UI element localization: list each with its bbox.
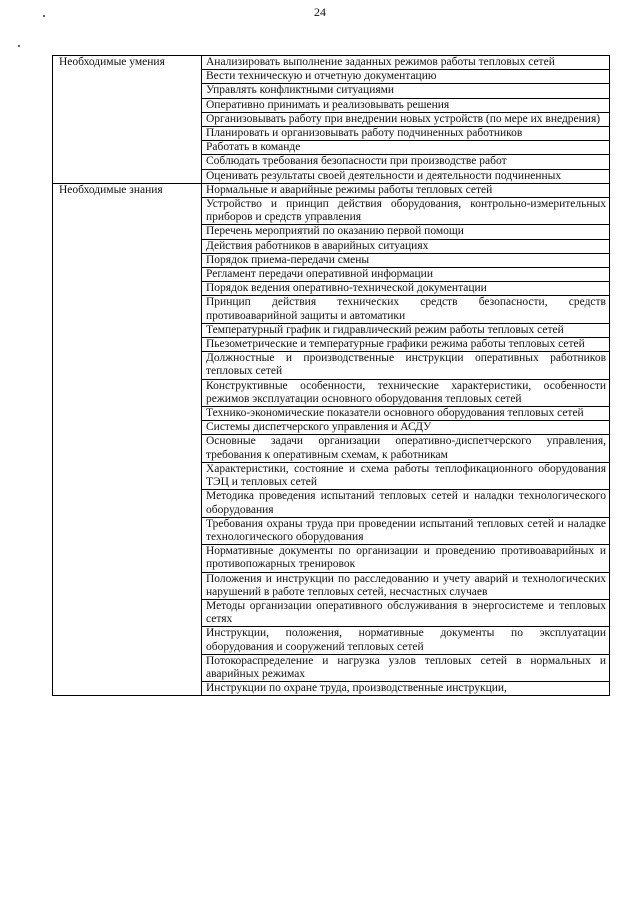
section-item: Регламент передачи оперативной информации — [202, 268, 610, 282]
section-item: Порядок ведения оперативно-технической документации — [202, 282, 610, 296]
section-item: Методика проведения испытаний тепловых сетей и наладки технологического оборудования — [202, 490, 610, 517]
section-item: Технико-экономические показатели основного оборудования тепловых сетей — [202, 407, 610, 421]
section-label: Необходимые знания — [53, 183, 202, 696]
section-item: Порядок приема-передачи смены — [202, 253, 610, 267]
section-item: Должностные и производственные инструкции оперативных работников тепловых сетей — [202, 352, 610, 379]
section-item: Конструктивные особенности, технические характеристики, особенности режимов эксплуатации основного оборудования тепловых сетей — [202, 379, 610, 406]
section-item: Потокораспределение и нагрузка узлов тепловых сетей в нормальных и аварийных режимах — [202, 654, 610, 681]
section-item: Управлять конфликтными ситуациями — [202, 84, 610, 98]
table-row — [53, 56, 610, 70]
competency-table-body — [53, 56, 610, 696]
section-item: Нормальные и аварийные режимы работы тепловых сетей — [202, 183, 610, 197]
scan-mark — [43, 15, 45, 17]
section-item: Характеристики, состояние и схема работы теплофикационного оборудования ТЭЦ и тепловых сетей — [202, 462, 610, 489]
competency-table — [52, 55, 610, 696]
section-label: Необходимые умения — [53, 56, 202, 184]
section-item: Температурный график и гидравлический режим работы тепловых сетей — [202, 323, 610, 337]
section-item: Устройство и принцип действия оборудования, контрольно-измерительных приборов и средств управления — [202, 198, 610, 225]
section-item: Системы диспетчерского управления и АСДУ — [202, 421, 610, 435]
section-item: Вести техническую и отчетную документацию — [202, 70, 610, 84]
page-number: 24 — [314, 5, 326, 19]
section-item: Организовывать работу при внедрении новых устройств (по мере их внедрения) — [202, 112, 610, 126]
section-item: Инструкции по охране труда, производственные инструкции, — [202, 682, 610, 696]
section-item: Требования охраны труда при проведении испытаний тепловых сетей и наладке технологического оборудования — [202, 517, 610, 544]
section-item: Анализировать выполнение заданных режимов работы тепловых сетей — [202, 56, 610, 70]
scan-mark — [18, 45, 20, 47]
section-item: Методы организации оперативного обслуживания в энергосистеме и тепловых сетях — [202, 599, 610, 626]
section-item: Нормативные документы по организации и проведению противоаварийных и противопожарных тренировок — [202, 545, 610, 572]
section-item: Действия работников в аварийных ситуациях — [202, 239, 610, 253]
section-item: Соблюдать требования безопасности при производстве работ — [202, 155, 610, 169]
section-item: Оперативно принимать и реализовывать решения — [202, 98, 610, 112]
section-item: Инструкции, положения, нормативные документы по эксплуатации оборудования и сооружений тепловых сетей — [202, 627, 610, 654]
section-item: Оценивать результаты своей деятельности и деятельности подчиненных — [202, 169, 610, 183]
section-item: Положения и инструкции по расследованию и учету аварий и технологических нарушений в работе тепловых сетей, несчастных случаев — [202, 572, 610, 599]
section-item: Планировать и организовывать работу подчиненных работников — [202, 127, 610, 141]
section-item: Принцип действия технических средств безопасности, средств противоаварийной защиты и автоматики — [202, 296, 610, 323]
table-row — [53, 183, 610, 197]
section-item: Перечень мероприятий по оказанию первой помощи — [202, 225, 610, 239]
section-item: Работать в команде — [202, 141, 610, 155]
section-item: Основные задачи организации оперативно-диспетчерского управления, требования к оперативным схемам, к работникам — [202, 435, 610, 462]
section-item: Пьезометрические и температурные графики режима работы тепловых сетей — [202, 338, 610, 352]
